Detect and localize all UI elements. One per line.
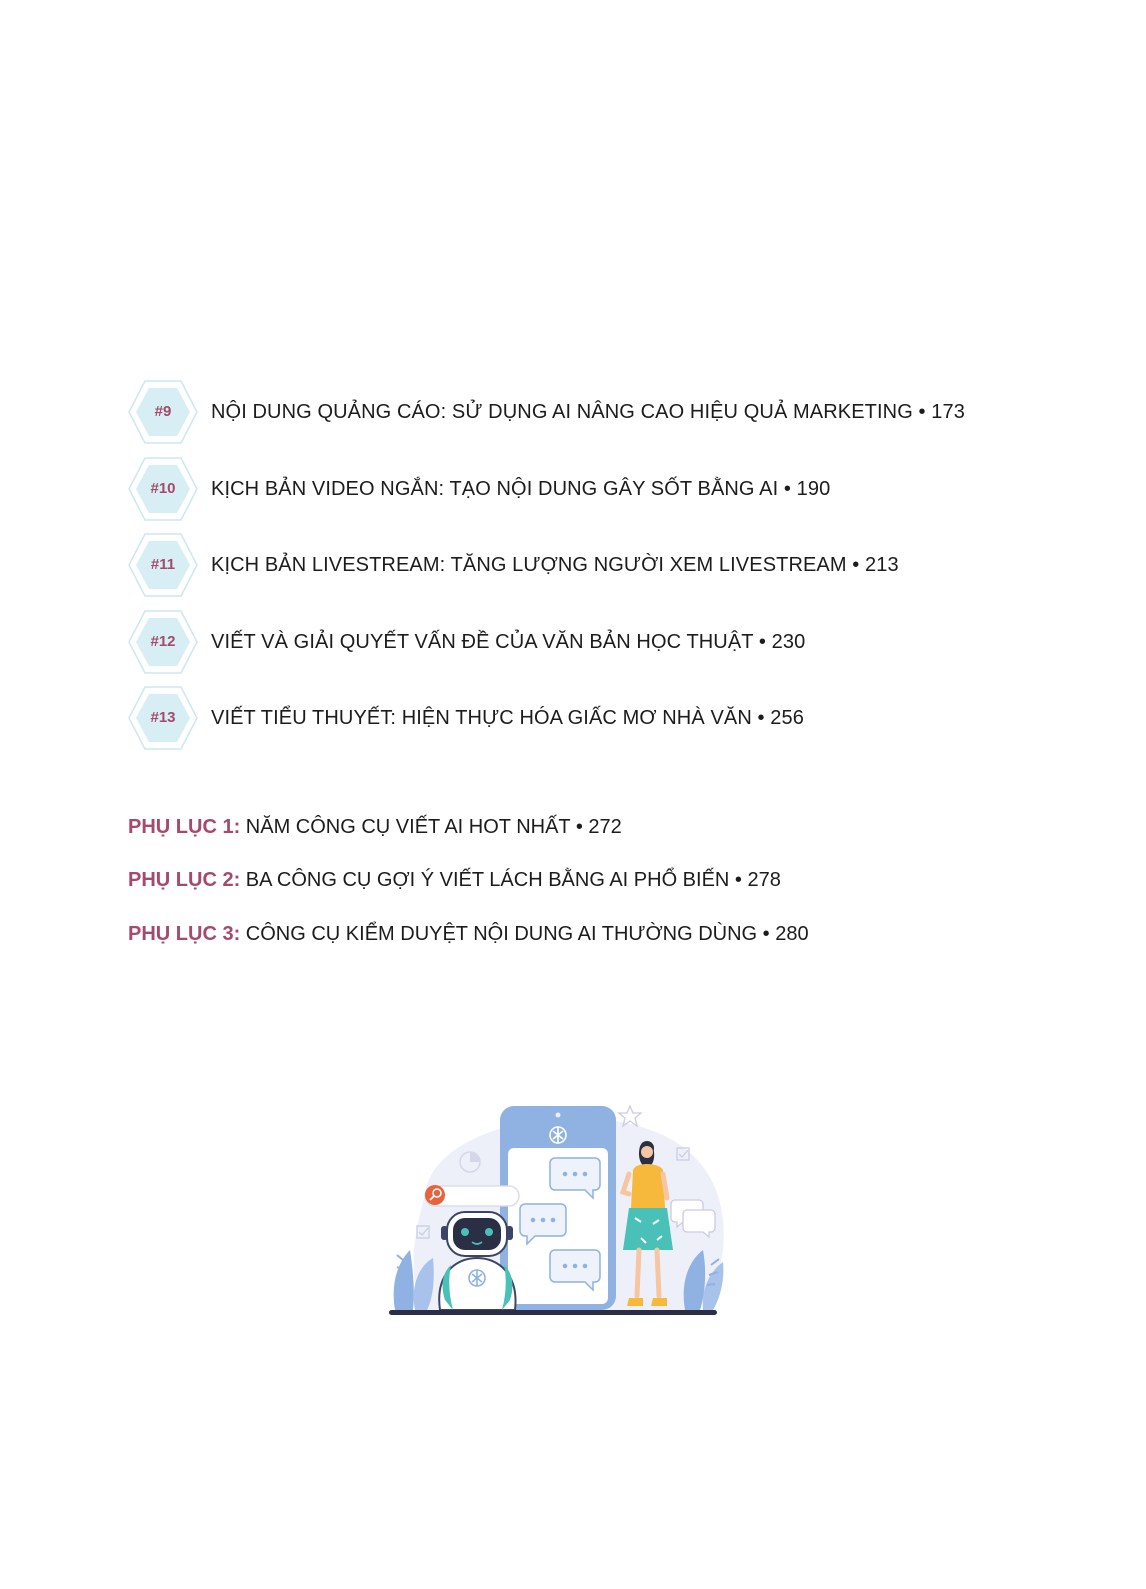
- toc-entry-appendix-2[interactable]: [128, 865, 781, 895]
- chapter-title: VIẾT VÀ GIẢI QUYẾT VẤN ĐỀ CỦA VĂN BẢN HỌC THUẬT • 230: [211, 630, 806, 653]
- appendix-title: BA CÔNG CỤ GỢI Ý VIẾT LÁCH BẰNG AI PHỔ BIẾN • 278: [240, 869, 781, 891]
- toc-entry-appendix-3[interactable]: [128, 919, 809, 949]
- ai-chat-robot-illustration: [385, 1100, 730, 1322]
- toc-entry-appendix-1[interactable]: [128, 812, 622, 842]
- chapter-number: #10: [150, 480, 176, 497]
- hexagon-badge-icon: [128, 533, 198, 597]
- appendix-label: PHỤ LỤC 2:: [128, 869, 241, 891]
- hexagon-badge-icon: [128, 380, 198, 444]
- chapter-title: KỊCH BẢN LIVESTREAM: TĂNG LƯỢNG NGƯỜI XEM LIVESTREAM • 213: [211, 553, 899, 576]
- chapter-number: #13: [150, 709, 176, 726]
- appendix-title: CÔNG CỤ KIỂM DUYỆT NỘI DUNG AI THƯỜNG DÙNG • 280: [240, 923, 809, 945]
- appendix-label: PHỤ LỤC 3:: [128, 923, 241, 945]
- chapter-number: #9: [154, 403, 172, 420]
- appendix-label: PHỤ LỤC 1:: [128, 816, 241, 838]
- chapter-number: #11: [150, 556, 176, 573]
- chapter-number: #12: [150, 633, 176, 650]
- toc-entry-chapter-9[interactable]: [128, 380, 965, 444]
- chapter-title: KỊCH BẢN VIDEO NGẮN: TẠO NỘI DUNG GÂY SỐT BẰNG AI • 190: [211, 477, 831, 500]
- hexagon-badge-icon: [128, 457, 198, 521]
- toc-entry-chapter-11[interactable]: [128, 533, 899, 597]
- toc-entry-chapter-13[interactable]: [128, 686, 804, 750]
- toc-entry-chapter-10[interactable]: [128, 457, 830, 521]
- chapter-title: VIẾT TIỂU THUYẾT: HIỆN THỰC HÓA GIẤC MƠ NHÀ VĂN • 256: [211, 706, 804, 729]
- appendix-title: NĂM CÔNG CỤ VIẾT AI HOT NHẤT • 272: [240, 816, 622, 838]
- chapter-title: NỘI DUNG QUẢNG CÁO: SỬ DỤNG AI NÂNG CAO HIỆU QUẢ MARKETING • 173: [211, 400, 965, 423]
- toc-entry-chapter-12[interactable]: [128, 610, 805, 674]
- hexagon-badge-icon: [128, 610, 198, 674]
- hexagon-badge-icon: [128, 686, 198, 750]
